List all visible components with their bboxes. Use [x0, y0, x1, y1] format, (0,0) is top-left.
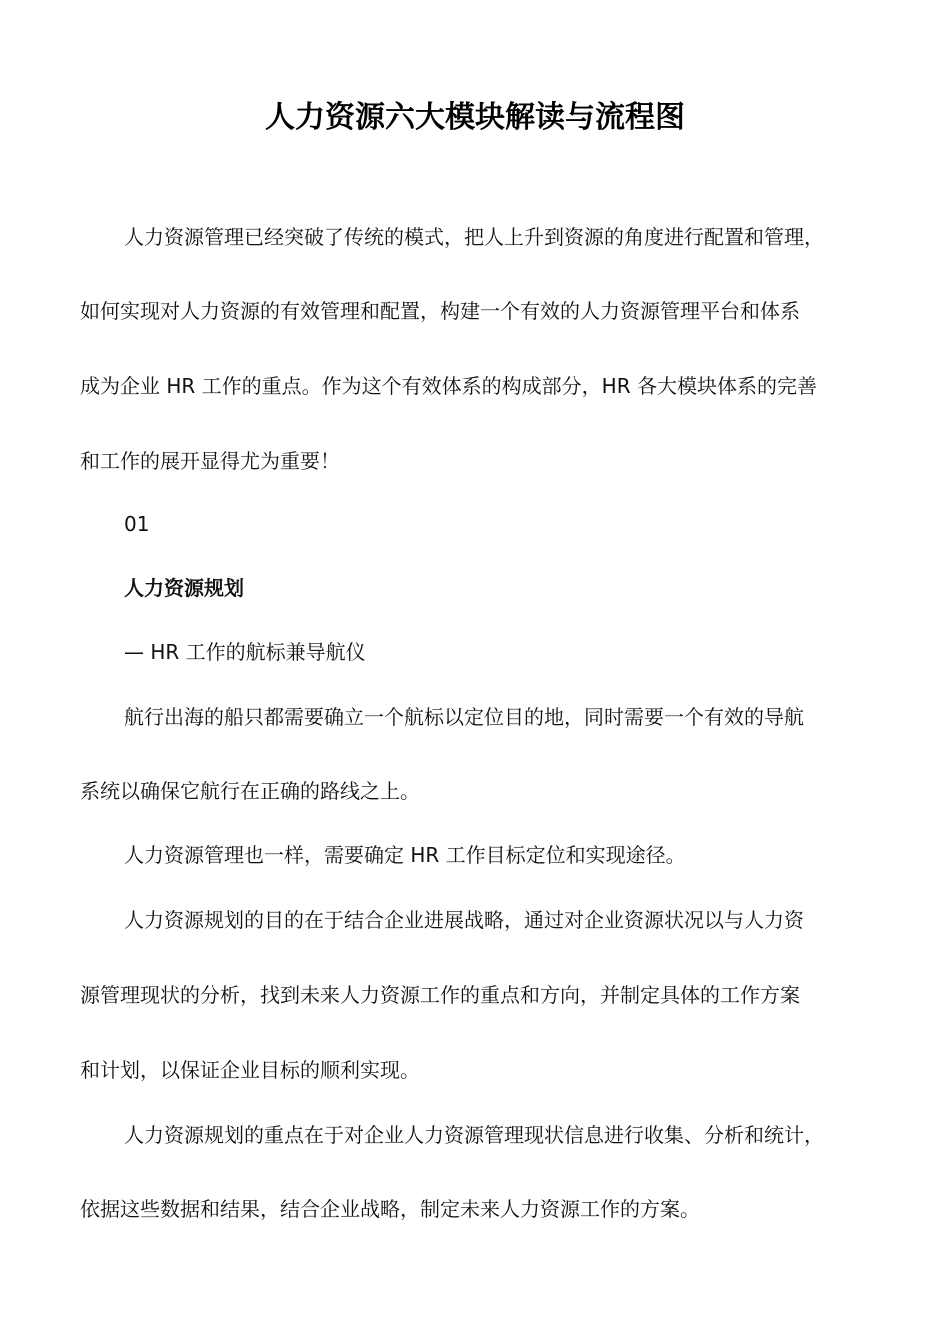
paragraph-4-line-1: 人力资源规划的重点在于对企业人力资源管理现状信息进行收集、分析和统计，: [124, 1123, 824, 1147]
paragraph-3-line-3: 和计划，以保证企业目标的顺利实现。: [80, 1058, 420, 1082]
document-title: 人力资源六大模块解读与流程图: [265, 100, 685, 135]
paragraph-1-line-1: 航行出海的船只都需要确立一个航标以定位目的地，同时需要一个有效的导航: [124, 705, 804, 729]
intro-line-4: 和工作的展开显得尤为重要！: [80, 449, 340, 473]
intro-line-2: 如何实现对人力资源的有效管理和配置，构建一个有效的人力资源管理平台和体系: [80, 299, 800, 323]
paragraph-2-line-1: 人力资源管理也一样，需要确定 HR 工作目标定位和实现途径。: [124, 843, 686, 867]
section-heading: 人力资源规划: [124, 576, 244, 600]
paragraph-4-line-2: 依据这些数据和结果，结合企业战略，制定未来人力资源工作的方案。: [80, 1197, 700, 1221]
section-number: 01: [124, 512, 150, 536]
paragraph-1-line-2: 系统以确保它航行在正确的路线之上。: [80, 779, 420, 803]
intro-line-3: 成为企业 HR 工作的重点。作为这个有效体系的构成部分，HR 各大模块体系的完善: [80, 374, 817, 398]
intro-line-1: 人力资源管理已经突破了传统的模式，把人上升到资源的角度进行配置和管理，: [124, 225, 824, 249]
paragraph-3-line-2: 源管理现状的分析，找到未来人力资源工作的重点和方向，并制定具体的工作方案: [80, 983, 800, 1007]
section-subtitle: — HR 工作的航标兼导航仪: [124, 640, 366, 664]
paragraph-3-line-1: 人力资源规划的目的在于结合企业进展战略，通过对企业资源状况以与人力资: [124, 908, 804, 932]
